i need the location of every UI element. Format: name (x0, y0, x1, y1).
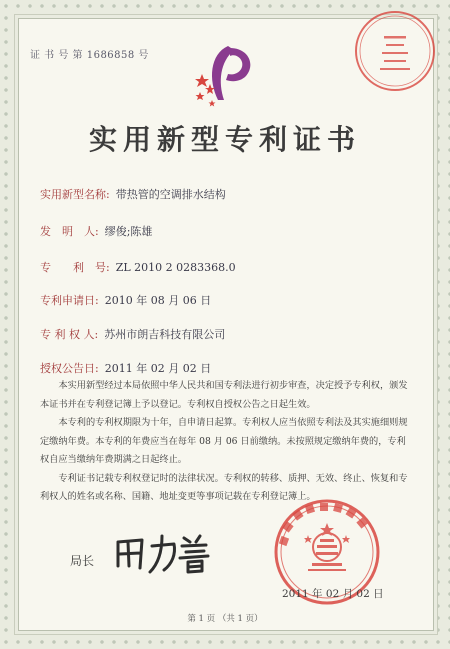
issue-date: 2011 年 02 月 02 日 (282, 588, 384, 600)
field-value: 带热管的空调排水结构 (115, 188, 226, 201)
field-grant-date (40, 360, 211, 376)
field-label: 授权公告日: (40, 362, 99, 375)
certificate-number: 证 书 号 第 1686858 号 (30, 50, 149, 61)
field-value: ZL 2010 2 0283368.0 (115, 261, 236, 274)
field-application-date (40, 292, 211, 308)
field-label: 专利申请日: (40, 294, 99, 307)
certificate-body (40, 377, 412, 507)
paragraph: 本专利的专利权期限为十年，自申请日起算。专利权人应当依照专利法及其实施细则规定缴纳年费。本专利的年费应当在每年 08 月 06 日前缴纳。未按照规定缴纳年费的，专利权自应当缴纳年费期满之日起终止。 (40, 417, 408, 465)
field-label: 专 利 号: (40, 261, 110, 274)
paragraph: 专利证书记载专利权登记时的法律状况。专利权的转移、质押、无效、终止、恢复和专利权人的姓名或名称、国籍、地址变更等事项记载在专利登记簿上。 (40, 472, 408, 502)
field-inventor (40, 223, 152, 239)
seal-top-right-icon (352, 8, 438, 94)
field-value: 苏州市朗吉科技有限公司 (104, 328, 226, 341)
signatory-title: 局长 (70, 554, 95, 568)
field-label: 发 明 人: (40, 225, 99, 238)
field-patentee (40, 326, 225, 342)
field-value: 2010 年 08 月 06 日 (104, 294, 212, 307)
signature-icon (112, 528, 212, 578)
field-value: 缪俊;陈雄 (104, 225, 153, 238)
field-label: 专 利 权 人: (40, 328, 99, 341)
field-utility-model-name (40, 186, 226, 202)
field-value: 2011 年 02 月 02 日 (104, 362, 212, 375)
paragraph: 本实用新型经过本局依照中华人民共和国专利法进行初步审查，决定授予专利权，颁发本证书并在专利登记簿上予以登记。专利权自授权公告之日起生效。 (40, 380, 408, 410)
sipo-logo-icon (190, 40, 260, 112)
page-footer: 第 1 页 （共 1 页） (187, 614, 263, 624)
field-label: 实用新型名称: (40, 188, 110, 201)
field-patent-number (40, 259, 236, 275)
certificate-title: 实用新型专利证书 (88, 123, 361, 156)
